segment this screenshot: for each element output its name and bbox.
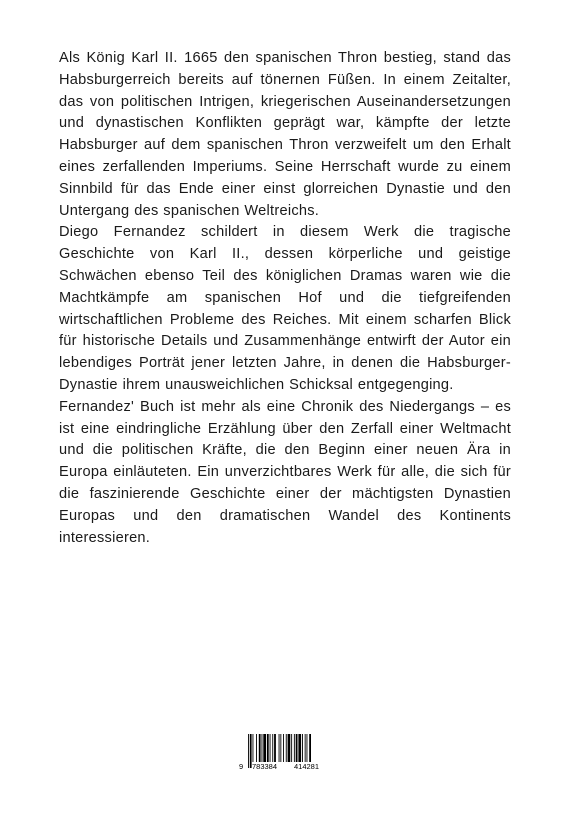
barcode-bar xyxy=(307,734,308,762)
barcode-bar xyxy=(298,734,301,762)
barcode-bar xyxy=(270,734,271,762)
barcode-bar xyxy=(283,734,284,762)
blurb-text xyxy=(59,48,511,549)
barcode-graphic xyxy=(238,733,338,771)
barcode-bar xyxy=(279,734,280,762)
barcode-digits-left: 783384 xyxy=(252,762,278,771)
isbn-barcode xyxy=(238,733,338,771)
barcode-bar xyxy=(262,734,263,762)
blurb-paragraph-1: Als König Karl II. 1665 den spanischen Thron bestieg, stand das Habsburgerreich bereits auf tönernen Füßen. In einem Zeitalter, das von politischen Intrigen, kriegerischen Auseinandersetzungen und dynastischen Konflikten geprägt war, kämpfte der letzte Habsburger auf dem spanischen Thron verzweifelt um den Erhalt eines zerfallenden Imperiums. Seine Herrschaft wurde zu einem Sinnbild für das Ende einer einst glorreichen Dynastie und den Untergang des spanischen Weltreichs. xyxy=(59,50,511,219)
barcode-digits-right: 414281 xyxy=(294,762,320,771)
barcode-bar xyxy=(256,734,257,762)
barcode-bar xyxy=(302,734,303,762)
barcode-bar xyxy=(288,734,291,762)
barcode-bar xyxy=(259,734,261,762)
barcode-bar xyxy=(267,734,269,762)
barcode-bar xyxy=(286,734,287,762)
barcode-bar xyxy=(296,734,298,762)
barcode-bar xyxy=(280,734,281,762)
barcode-bar xyxy=(305,734,306,762)
barcode-bar xyxy=(263,734,266,762)
barcode-bar xyxy=(309,734,311,762)
blurb-paragraph-2: Diego Fernandez schildert in diesem Werk die tragische Geschichte von Karl II., dessen körperliche und geistige Schwächen ebenso Teil des königlichen Dramas waren wie die Machtkämpfe am spanischen Hof und die tiefgreifenden wirtschaftlichen Probleme des Reiches. Mit einem scharfen Blick für historische Details und Zusammenhänge entwirft der Autor ein lebendiges Porträt jener letzten Jahre, in denen die Habsburger-Dynastie ihrem unausweichlichen Schicksal entgegenging. xyxy=(59,224,511,393)
blurb-paragraph-3: Fernandez' Buch ist mehr als eine Chronik des Niedergangs – es ist eine eindringliche Erzählung über den Zerfall einer Weltmacht und die politischen Kräfte, die den Beginn einer neuen Ära in Europa einläuteten. Ein unverzichtbares Werk für alle, die sich für die faszinierende Geschichte einer der mächtigsten Dynastien Europas und den dramatischen Wandel des Kontinents interessieren. xyxy=(59,398,511,546)
barcode-bar xyxy=(291,734,292,762)
barcode-bar xyxy=(248,734,249,768)
barcode-bar xyxy=(272,734,273,762)
barcode-bar xyxy=(274,734,276,762)
barcode-digit-first: 9 xyxy=(239,762,244,771)
barcode-bar xyxy=(253,734,254,762)
barcode-bar xyxy=(294,734,295,762)
